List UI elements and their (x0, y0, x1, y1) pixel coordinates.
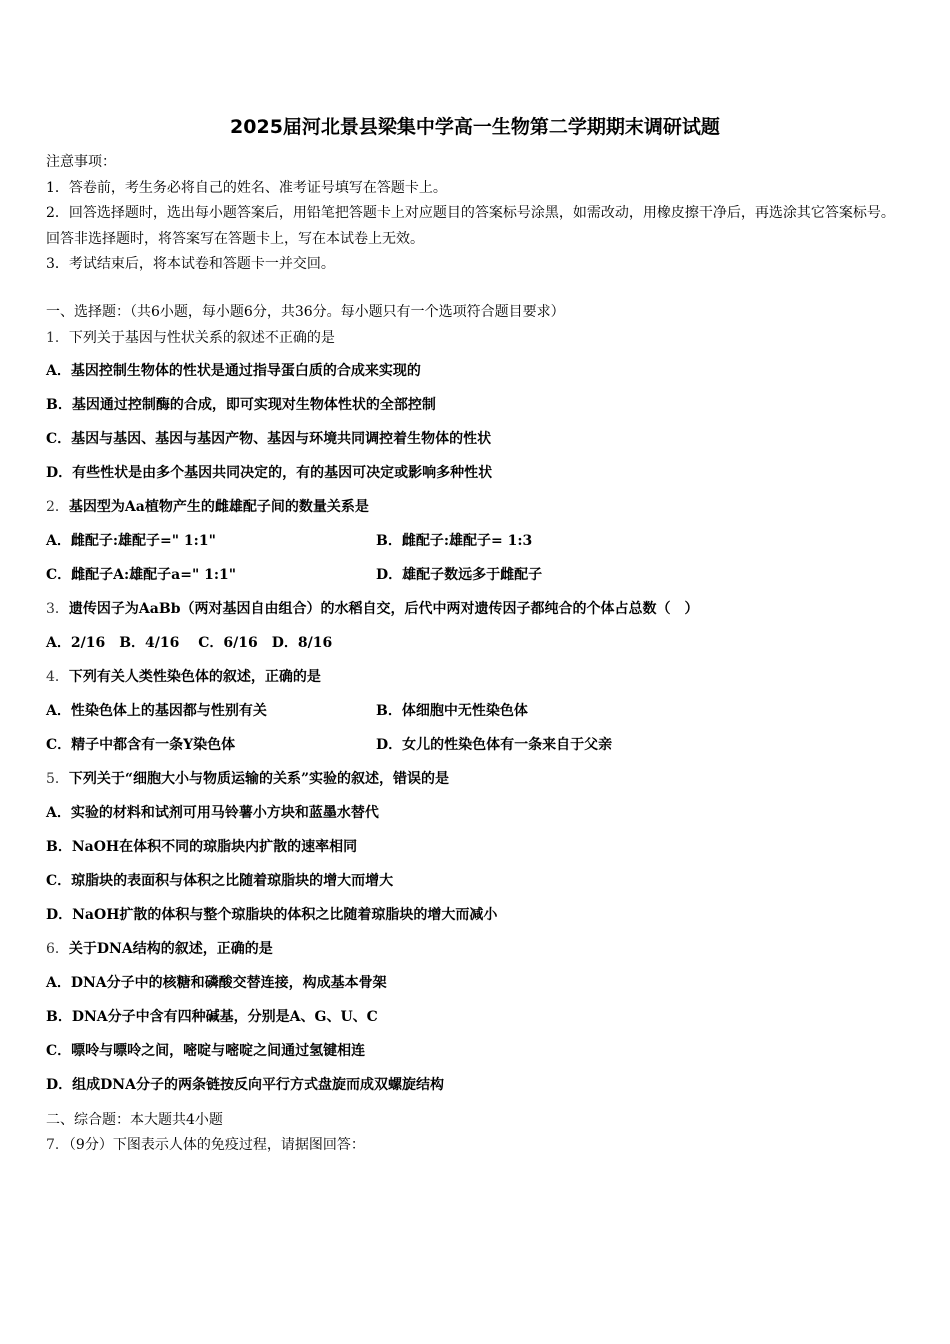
q6-option-a: A．DNA分子中的核糖和磷酸交替连接，构成基本骨架 (46, 975, 387, 991)
q6-option-b: B．DNA分子中含有四种碱基，分别是A、G、U、C (46, 1009, 378, 1025)
question-number: 4． (46, 669, 69, 685)
q4-option-b: B．体细胞中无性染色体 (376, 703, 528, 719)
question-stem: 基因型为Aa植物产生的雌雄配子间的数量关系是 (68, 499, 369, 515)
question-stem: 关于DNA结构的叙述，正确的是 (68, 941, 273, 957)
question-stem: （9分）下图表示人体的免疫过程，请据图回答： (68, 1137, 365, 1153)
notice-item-3: 3．考试结束后，将本试卷和答题卡一并交回。 (46, 256, 335, 272)
question-2 (46, 496, 369, 516)
question-number: 1． (46, 330, 69, 346)
exam-title: 2025届河北景县梁集中学高一生物第二学期期末调研试题 (230, 116, 720, 138)
notice-item-2: 2．回答选择题时，选出每小题答案后，用铅笔把答题卡上对应题目的答案标号涂黑，如需改动，用橡皮擦干净后，再选涂其它答案标号。回答非选择题时，将答案写在答题卡上，写在本试卷上无效。 (46, 205, 895, 247)
q3-options: A．2/16 B．4/16 C．6/16 D．8/16 (46, 635, 333, 651)
section-2-heading: 二、综合题：本大题共4小题 (46, 1112, 223, 1128)
q2-option-d: D．雄配子数远多于雌配子 (376, 567, 543, 583)
q4-option-a: A．性染色体上的基因都与性别有关 (46, 703, 267, 719)
question-stem: 下列有关人类性染色体的叙述，正确的是 (68, 669, 321, 685)
q6-option-d: D．组成DNA分子的两条链按反向平行方式盘旋而成双螺旋结构 (46, 1077, 444, 1093)
question-stem: 遗传因子为AaBb（两对基因自由组合）的水稻自交，后代中两对遗传因子都纯合的个体占总数（ ） (68, 601, 699, 617)
question-number: 6． (46, 941, 69, 957)
q6-option-c: C．嘌呤与嘌呤之间，嘧啶与嘧啶之间通过氢键相连 (46, 1043, 366, 1059)
q1-option-b: B．基因通过控制酶的合成，即可实现对生物体性状的全部控制 (46, 397, 436, 413)
q5-option-c: C．琼脂块的表面积与体积之比随着琼脂块的增大而增大 (46, 873, 394, 889)
notice-block (46, 150, 896, 278)
q1-option-a: A．基因控制生物体的性状是通过指导蛋白质的合成来实现的 (46, 363, 421, 379)
question-3 (46, 598, 698, 618)
question-4 (46, 666, 321, 686)
question-number: 7． (46, 1137, 69, 1153)
question-5 (46, 768, 449, 788)
q2-option-b: B．雌配子:雄配子= 1:3 (376, 533, 533, 549)
q1-option-c: C．基因与基因、基因与基因产物、基因与环境共同调控着生物体的性状 (46, 431, 492, 447)
question-number: 3． (46, 601, 69, 617)
notice-item-1: 1．答卷前，考生务必将自己的姓名、准考证号填写在答题卡上。 (46, 179, 447, 196)
question-1 (46, 327, 335, 347)
question-7 (46, 1134, 365, 1154)
q5-option-b: B．NaOH在体积不同的琼脂块内扩散的速率相同 (46, 839, 358, 855)
question-stem: 下列关于“细胞大小与物质运输的关系”实验的叙述，错误的是 (68, 771, 450, 787)
question-stem: 下列关于基因与性状关系的叙述不正确的是 (68, 330, 335, 346)
q5-option-d: D．NaOH扩散的体积与整个琼脂块的体积之比随着琼脂块的增大而减小 (46, 907, 498, 923)
q4-option-d: D．女儿的性染色体有一条来自于父亲 (376, 737, 613, 753)
q1-option-d: D．有些性状是由多个基因共同决定的，有的基因可决定或影响多种性状 (46, 465, 493, 481)
question-number: 2． (46, 499, 69, 515)
q4-option-c: C．精子中都含有一条Y染色体 (46, 737, 236, 753)
q2-option-c: C．雌配子A:雄配子a=" 1:1" (46, 567, 237, 583)
question-number: 5． (46, 771, 69, 787)
q5-option-a: A．实验的材料和试剂可用马铃薯小方块和蓝墨水替代 (46, 805, 379, 821)
notice-heading: 注意事项： (46, 154, 116, 170)
section-1-heading: 一、选择题：（共6小题，每小题6分，共36分。每小题只有一个选项符合题目要求） (46, 304, 565, 320)
q2-option-a: A．雌配子:雄配子=" 1:1" (46, 533, 216, 549)
question-6 (46, 938, 273, 958)
